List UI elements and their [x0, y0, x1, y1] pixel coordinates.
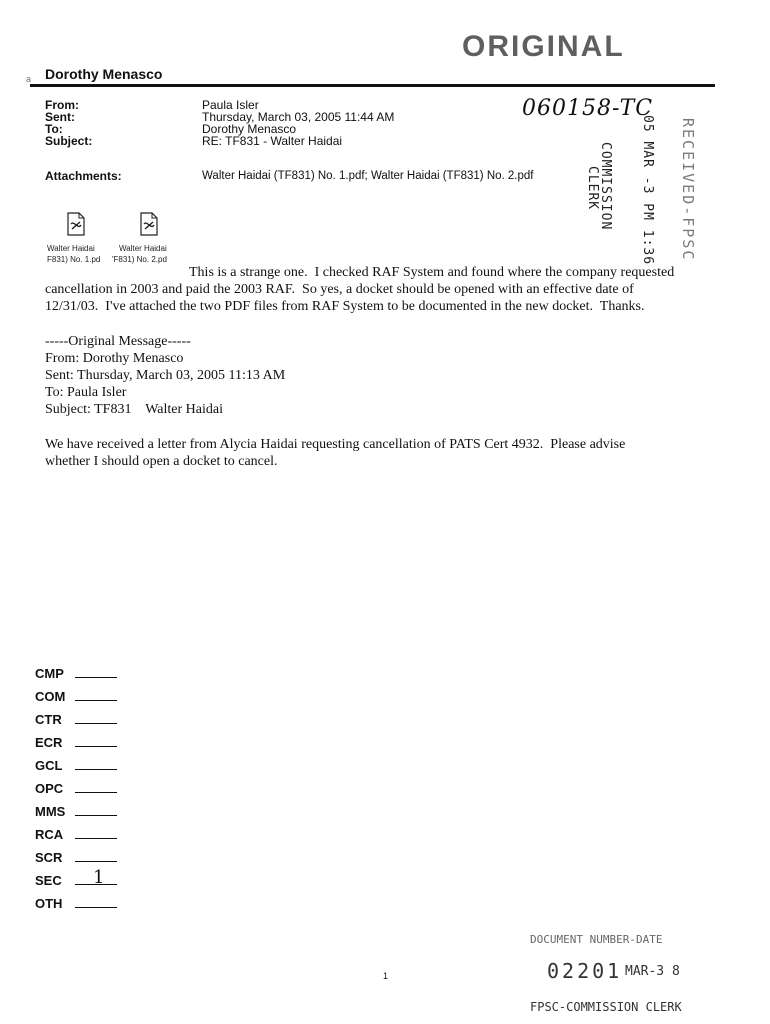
routing-blank — [75, 677, 117, 678]
routing-code: MMS — [35, 804, 66, 819]
date-received-stamp: 05 MAR -3 PM 1:36 — [640, 115, 655, 266]
attachments-value[interactable]: Walter Haidai (TF831) No. 1.pdf; Walter Haidai (TF831) No. 2.pdf — [202, 170, 534, 182]
routing-blank — [75, 907, 117, 908]
to-label: To: — [45, 122, 63, 136]
routing-item-gcl — [35, 758, 62, 773]
from-label: From: — [45, 98, 79, 112]
routing-code: SEC — [35, 873, 62, 888]
body-line: This is a strange one. I checked RAF System and found where the company requested — [189, 265, 675, 280]
to-value: Dorothy Menasco — [202, 122, 297, 136]
handwritten-docket-number: 060158-TC — [522, 96, 654, 121]
routing-item-sec — [35, 867, 105, 888]
pdf-file-icon — [66, 212, 86, 236]
body-line: We have received a letter from Alycia Haidai requesting cancellation of PATS Cert 4932. Please advise — [45, 437, 626, 452]
body-line: 12/31/03. I've attached the two PDF files from RAF System to be documented in the new docket. Thanks. — [45, 299, 645, 314]
routing-blank — [75, 792, 117, 793]
commission-stamp: COMMISSION — [598, 142, 613, 231]
sent-value: Thursday, March 03, 2005 11:44 AM — [202, 110, 395, 124]
received-fpsc-stamp: RECEIVED-FPSC — [679, 118, 697, 262]
attachment-1-caption-line2: F831) No. 1.pd — [47, 255, 101, 264]
routing-item-com — [35, 689, 65, 704]
routing-code: COM — [35, 689, 66, 704]
body-line: cancellation in 2003 and paid the 2003 RAF. So yes, a docket should be opened with an effective date of — [45, 282, 634, 297]
attachment-2-caption: Walter Haidai — [119, 244, 167, 253]
routing-item-scr — [35, 850, 62, 865]
routing-item-mms — [35, 804, 65, 819]
original-message-line: Sent: Thursday, March 03, 2005 11:13 AM — [45, 368, 286, 383]
routing-blank — [75, 815, 117, 816]
original-message-line: Subject: TF831 Walter Haidai — [45, 402, 223, 417]
routing-item-ecr — [35, 735, 62, 750]
routing-blank — [75, 838, 117, 839]
header-rule — [30, 84, 715, 87]
original-message-line: To: Paula Isler — [45, 385, 127, 400]
routing-code: GCL — [35, 758, 63, 773]
routing-blank — [75, 700, 117, 701]
routing-item-rca — [35, 827, 63, 842]
routing-blank — [75, 746, 117, 747]
routing-code: CTR — [35, 712, 62, 727]
sent-label: Sent: — [45, 110, 75, 124]
routing-item-oth — [35, 896, 62, 911]
original-stamp: ORIGINAL — [462, 30, 625, 63]
fpsc-commission-clerk-stamp: FPSC-COMMISSION CLERK — [530, 1000, 682, 1014]
from-value: Paula Isler — [202, 98, 259, 112]
header-name: Dorothy Menasco — [45, 66, 163, 82]
routing-code: OTH — [35, 896, 63, 911]
routing-code: OPC — [35, 781, 64, 796]
routing-sec-mark: 1 — [93, 867, 105, 888]
attachment-1[interactable] — [66, 212, 86, 241]
document-number-label: DOCUMENT NUMBER-DATE — [530, 933, 663, 946]
routing-item-cmp — [35, 666, 64, 681]
routing-code: CMP — [35, 666, 64, 681]
routing-blank — [75, 769, 117, 770]
attachments-label: Attachments: — [45, 169, 122, 183]
page-number: 1 — [383, 971, 389, 981]
routing-blank — [75, 723, 117, 724]
routing-code: ECR — [35, 735, 63, 750]
pdf-file-icon — [139, 212, 159, 236]
routing-item-opc — [35, 781, 63, 796]
attachment-1-caption: Walter Haidai — [47, 244, 95, 253]
routing-code: SCR — [35, 850, 63, 865]
clerk-stamp: CLERK — [585, 166, 600, 211]
original-message-line: -----Original Message----- — [45, 334, 191, 349]
routing-item-ctr — [35, 712, 62, 727]
document-date: MAR-3 8 — [625, 964, 680, 979]
attachment-2[interactable] — [139, 212, 159, 241]
routing-blank — [75, 861, 117, 862]
subject-value: RE: TF831 - Walter Haidai — [202, 134, 343, 148]
attachment-2-caption-line2: 'F831) No. 2.pd — [112, 255, 167, 264]
original-message-line: From: Dorothy Menasco — [45, 351, 184, 366]
subject-label: Subject: — [45, 134, 93, 148]
routing-code: RCA — [35, 827, 64, 842]
body-line: whether I should open a docket to cancel. — [45, 454, 278, 469]
margin-mark: a — [26, 74, 32, 84]
document-number: 02201 — [547, 959, 623, 983]
